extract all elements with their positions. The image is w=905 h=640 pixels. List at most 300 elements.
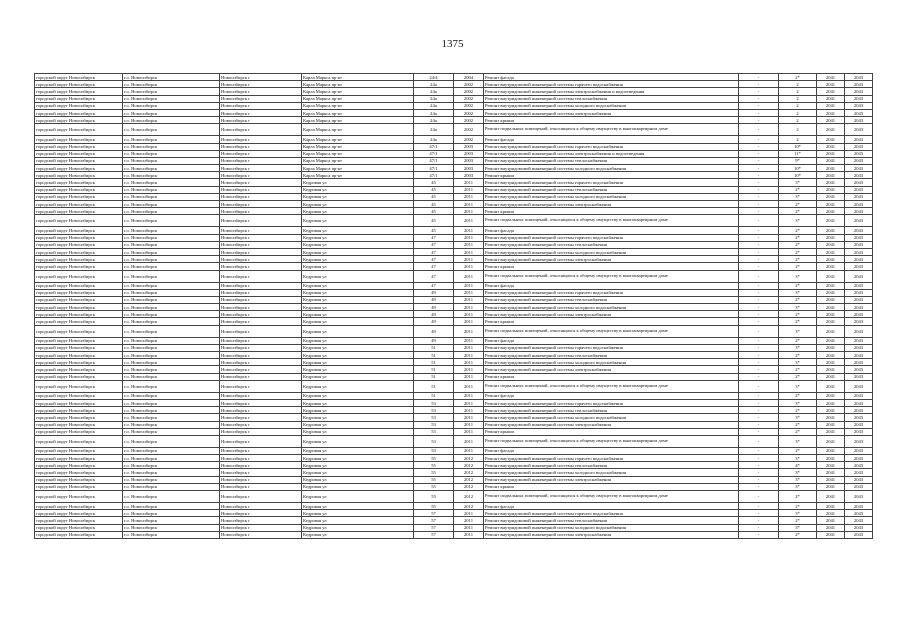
cell-year-built: 2003 <box>454 150 484 157</box>
cell-settlement: г.о. Новосибирск <box>123 366 220 373</box>
cell-year-built: 2002 <box>454 88 484 95</box>
cell-period-start: 2041 <box>817 208 845 215</box>
cell-period-start: 2041 <box>817 282 845 289</box>
cell-period-end: 2043 <box>845 157 873 164</box>
cell-locality: Новосибирск г <box>220 510 302 517</box>
cell-dash: - <box>739 234 779 241</box>
cell-work-type: Ремонт подвальных помещений, относящихся к общему имуществу в многоквартирном доме <box>484 270 739 282</box>
cell-house-number: 49 <box>414 337 454 344</box>
cell-year-built: 2003 <box>454 172 484 179</box>
cell-locality: Новосибирск г <box>220 117 302 124</box>
cell-quantity: 2* <box>779 503 817 510</box>
cell-quantity: 2 <box>779 124 817 136</box>
cell-dash: - <box>739 172 779 179</box>
cell-house-number: 55 <box>414 476 454 483</box>
cell-year-built: 2011 <box>454 325 484 337</box>
cell-work-type: Ремонт внутридомовой инженерной системы электроснабжения <box>484 256 739 263</box>
cell-settlement: г.о. Новосибирск <box>123 179 220 186</box>
cell-locality: Новосибирск г <box>220 109 302 116</box>
cell-period-end: 2043 <box>845 227 873 234</box>
cell-house-number: 53 <box>414 399 454 406</box>
table-body <box>35 74 873 539</box>
cell-period-end: 2043 <box>845 399 873 406</box>
cell-work-type: Ремонт внутридомовой инженерной системы холодного водоснабжения <box>484 165 739 172</box>
cell-period-end: 2043 <box>845 117 873 124</box>
cell-year-built: 2011 <box>454 227 484 234</box>
cell-quantity: 3* <box>779 359 817 366</box>
cell-period-start: 2041 <box>817 392 845 399</box>
cell-district: городской округ Новосибирск <box>35 179 123 186</box>
cell-quantity: 3* <box>779 524 817 531</box>
cell-period-end: 2043 <box>845 95 873 102</box>
cell-house-number: 53 <box>414 435 454 447</box>
cell-quantity: 3* <box>779 215 817 227</box>
cell-house-number: 51 <box>414 359 454 366</box>
cell-locality: Новосибирск г <box>220 407 302 414</box>
cell-house-number: 51 <box>414 352 454 359</box>
cell-district: городской округ Новосибирск <box>35 517 123 524</box>
cell-quantity: 3* <box>779 380 817 392</box>
cell-dash: - <box>739 517 779 524</box>
cell-period-end: 2043 <box>845 524 873 531</box>
cell-street: Кедровая ул <box>302 483 414 490</box>
cell-district: городской округ Новосибирск <box>35 136 123 143</box>
table-row <box>35 241 873 248</box>
table-row <box>35 74 873 81</box>
cell-period-end: 2043 <box>845 124 873 136</box>
cell-street: Кедровая ул <box>302 241 414 248</box>
cell-period-end: 2043 <box>845 392 873 399</box>
cell-dash: - <box>739 399 779 406</box>
cell-quantity: 3* <box>779 399 817 406</box>
cell-period-start: 2041 <box>817 531 845 538</box>
cell-settlement: г.о. Новосибирск <box>123 124 220 136</box>
repair-schedule-table <box>34 73 873 539</box>
cell-year-built: 2011 <box>454 193 484 200</box>
page-number: 1375 <box>441 38 464 50</box>
cell-quantity: 3* <box>779 270 817 282</box>
cell-street: Кедровая ул <box>302 179 414 186</box>
cell-house-number: 24а <box>414 88 454 95</box>
cell-work-type: Ремонт крыши <box>484 428 739 435</box>
cell-district: городской округ Новосибирск <box>35 491 123 503</box>
cell-work-type: Ремонт внутридомовой инженерной системы электроснабжения <box>484 109 739 116</box>
cell-work-type: Ремонт внутридомовой инженерной системы холодного водоснабжения <box>484 248 739 255</box>
cell-locality: Новосибирск г <box>220 392 302 399</box>
cell-dash: - <box>739 380 779 392</box>
cell-work-type: Ремонт внутридомовой инженерной системы горячего водоснабжения <box>484 143 739 150</box>
table-row <box>35 373 873 380</box>
cell-period-end: 2043 <box>845 447 873 454</box>
cell-street: Кедровая ул <box>302 510 414 517</box>
cell-district: городской округ Новосибирск <box>35 172 123 179</box>
cell-year-built: 2011 <box>454 407 484 414</box>
cell-dash: - <box>739 117 779 124</box>
cell-street: Кедровая ул <box>302 476 414 483</box>
cell-street: Кедровая ул <box>302 421 414 428</box>
table-row <box>35 447 873 454</box>
cell-settlement: г.о. Новосибирск <box>123 289 220 296</box>
cell-work-type: Ремонт внутридомовой инженерной системы горячего водоснабжения <box>484 344 739 351</box>
cell-year-built: 2011 <box>454 399 484 406</box>
table-row <box>35 392 873 399</box>
cell-district: городской округ Новосибирск <box>35 157 123 164</box>
cell-house-number: 49 <box>414 325 454 337</box>
cell-dash: - <box>739 373 779 380</box>
cell-district: городской округ Новосибирск <box>35 109 123 116</box>
cell-street: Кедровая ул <box>302 215 414 227</box>
table-row <box>35 117 873 124</box>
cell-house-number: 24а <box>414 95 454 102</box>
cell-house-number: 49 <box>414 318 454 325</box>
cell-period-start: 2041 <box>817 399 845 406</box>
cell-locality: Новосибирск г <box>220 366 302 373</box>
cell-street: Кедровая ул <box>302 399 414 406</box>
cell-work-type: Ремонт внутридомовой инженерной системы теплоснабжения <box>484 407 739 414</box>
table-row <box>35 491 873 503</box>
cell-year-built: 2011 <box>454 366 484 373</box>
cell-street: Карла Маркса пр-кт <box>302 117 414 124</box>
cell-locality: Новосибирск г <box>220 289 302 296</box>
cell-house-number: 24а <box>414 102 454 109</box>
cell-period-start: 2041 <box>817 179 845 186</box>
cell-locality: Новосибирск г <box>220 179 302 186</box>
cell-period-end: 2043 <box>845 359 873 366</box>
cell-house-number: 47/1 <box>414 165 454 172</box>
cell-district: городской округ Новосибирск <box>35 483 123 490</box>
cell-house-number: 24а <box>414 109 454 116</box>
cell-house-number: 47 <box>414 256 454 263</box>
cell-street: Кедровая ул <box>302 455 414 462</box>
cell-settlement: г.о. Новосибирск <box>123 469 220 476</box>
cell-district: городской округ Новосибирск <box>35 469 123 476</box>
cell-work-type: Ремонт внутридомовой инженерной системы горячего водоснабжения <box>484 179 739 186</box>
cell-period-end: 2043 <box>845 366 873 373</box>
cell-settlement: г.о. Новосибирск <box>123 483 220 490</box>
cell-period-start: 2041 <box>817 241 845 248</box>
cell-locality: Новосибирск г <box>220 208 302 215</box>
cell-locality: Новосибирск г <box>220 325 302 337</box>
cell-settlement: г.о. Новосибирск <box>123 352 220 359</box>
cell-street: Кедровая ул <box>302 359 414 366</box>
cell-district: городской округ Новосибирск <box>35 270 123 282</box>
cell-period-start: 2041 <box>817 95 845 102</box>
cell-work-type: Ремонт фасада <box>484 282 739 289</box>
cell-settlement: г.о. Новосибирск <box>123 263 220 270</box>
cell-locality: Новосибирск г <box>220 227 302 234</box>
cell-quantity: 2* <box>779 517 817 524</box>
cell-house-number: 55 <box>414 455 454 462</box>
cell-locality: Новосибирск г <box>220 462 302 469</box>
table-row <box>35 81 873 88</box>
cell-house-number: 51 <box>414 392 454 399</box>
cell-house-number: 45 <box>414 193 454 200</box>
cell-quantity: 2 <box>779 95 817 102</box>
cell-locality: Новосибирск г <box>220 172 302 179</box>
cell-period-start: 2041 <box>817 88 845 95</box>
cell-district: городской округ Новосибирск <box>35 447 123 454</box>
cell-period-end: 2043 <box>845 248 873 255</box>
cell-district: городской округ Новосибирск <box>35 392 123 399</box>
cell-work-type: Ремонт внутридомовой инженерной системы холодного водоснабжения <box>484 414 739 421</box>
cell-house-number: 47/1 <box>414 172 454 179</box>
cell-quantity: 3* <box>779 414 817 421</box>
table-row <box>35 352 873 359</box>
cell-period-end: 2043 <box>845 193 873 200</box>
cell-quantity: 2 <box>779 109 817 116</box>
cell-district: городской округ Новосибирск <box>35 165 123 172</box>
cell-district: городской округ Новосибирск <box>35 503 123 510</box>
cell-dash: - <box>739 318 779 325</box>
cell-period-end: 2043 <box>845 344 873 351</box>
cell-locality: Новосибирск г <box>220 344 302 351</box>
table-row <box>35 193 873 200</box>
cell-period-end: 2043 <box>845 74 873 81</box>
cell-district: городской округ Новосибирск <box>35 366 123 373</box>
cell-period-start: 2041 <box>817 263 845 270</box>
cell-quantity: 3* <box>779 193 817 200</box>
cell-district: городской округ Новосибирск <box>35 256 123 263</box>
cell-district: городской округ Новосибирск <box>35 95 123 102</box>
cell-dash: - <box>739 289 779 296</box>
cell-period-end: 2043 <box>845 304 873 311</box>
cell-period-start: 2041 <box>817 74 845 81</box>
cell-quantity: 2* <box>779 491 817 503</box>
cell-house-number: 49 <box>414 311 454 318</box>
cell-locality: Новосибирск г <box>220 455 302 462</box>
cell-quantity: 2* <box>779 392 817 399</box>
cell-settlement: г.о. Новосибирск <box>123 282 220 289</box>
cell-house-number: 51 <box>414 344 454 351</box>
cell-dash: - <box>739 503 779 510</box>
cell-house-number: 47 <box>414 234 454 241</box>
cell-locality: Новосибирск г <box>220 359 302 366</box>
cell-year-built: 2012 <box>454 483 484 490</box>
table-row <box>35 143 873 150</box>
cell-locality: Новосибирск г <box>220 524 302 531</box>
cell-house-number: 57 <box>414 524 454 531</box>
table-row <box>35 165 873 172</box>
cell-period-end: 2043 <box>845 483 873 490</box>
cell-work-type: Ремонт крыши <box>484 263 739 270</box>
cell-period-end: 2043 <box>845 165 873 172</box>
cell-district: городской округ Новосибирск <box>35 311 123 318</box>
cell-settlement: г.о. Новосибирск <box>123 208 220 215</box>
cell-locality: Новосибирск г <box>220 318 302 325</box>
cell-period-end: 2043 <box>845 318 873 325</box>
cell-year-built: 2011 <box>454 248 484 255</box>
cell-year-built: 2002 <box>454 95 484 102</box>
cell-year-built: 2002 <box>454 109 484 116</box>
cell-work-type: Ремонт крыши <box>484 373 739 380</box>
cell-period-start: 2041 <box>817 447 845 454</box>
cell-locality: Новосибирск г <box>220 503 302 510</box>
table-row <box>35 366 873 373</box>
cell-period-end: 2043 <box>845 325 873 337</box>
cell-work-type: Ремонт внутридомовой инженерной системы электроснабжения и водоотведения <box>484 150 739 157</box>
cell-period-start: 2041 <box>817 476 845 483</box>
cell-settlement: г.о. Новосибирск <box>123 373 220 380</box>
cell-district: городской округ Новосибирск <box>35 296 123 303</box>
cell-period-start: 2041 <box>817 117 845 124</box>
cell-dash: - <box>739 392 779 399</box>
cell-work-type: Ремонт внутридомовой инженерной системы холодного водоснабжения <box>484 359 739 366</box>
cell-locality: Новосибирск г <box>220 88 302 95</box>
cell-quantity: 2* <box>779 234 817 241</box>
cell-settlement: г.о. Новосибирск <box>123 81 220 88</box>
cell-quantity: 3* <box>779 476 817 483</box>
cell-quantity: 10* <box>779 165 817 172</box>
cell-locality: Новосибирск г <box>220 201 302 208</box>
cell-dash: - <box>739 414 779 421</box>
cell-period-start: 2041 <box>817 248 845 255</box>
cell-street: Кедровая ул <box>302 407 414 414</box>
cell-work-type: Ремонт подвальных помещений, относящихся к общему имуществу в многоквартирном доме <box>484 435 739 447</box>
cell-dash: - <box>739 296 779 303</box>
table-row <box>35 517 873 524</box>
cell-period-end: 2043 <box>845 517 873 524</box>
cell-period-start: 2041 <box>817 227 845 234</box>
table-row <box>35 318 873 325</box>
cell-district: городской округ Новосибирск <box>35 186 123 193</box>
cell-street: Карла Маркса пр-кт <box>302 102 414 109</box>
cell-locality: Новосибирск г <box>220 157 302 164</box>
cell-work-type: Ремонт внутридомовой инженерной системы электроснабжения <box>484 421 739 428</box>
cell-work-type: Ремонт подвальных помещений, относящихся к общему имуществу в многоквартирном доме <box>484 325 739 337</box>
table-row <box>35 380 873 392</box>
cell-settlement: г.о. Новосибирск <box>123 428 220 435</box>
cell-year-built: 2002 <box>454 136 484 143</box>
table-row <box>35 270 873 282</box>
cell-district: городской округ Новосибирск <box>35 359 123 366</box>
cell-house-number: 45 <box>414 208 454 215</box>
cell-locality: Новосибирск г <box>220 531 302 538</box>
cell-work-type: Ремонт фасада <box>484 392 739 399</box>
cell-period-start: 2041 <box>817 136 845 143</box>
cell-house-number: 55 <box>414 483 454 490</box>
cell-year-built: 2011 <box>454 208 484 215</box>
cell-locality: Новосибирск г <box>220 136 302 143</box>
cell-district: городской округ Новосибирск <box>35 344 123 351</box>
cell-settlement: г.о. Новосибирск <box>123 304 220 311</box>
cell-period-start: 2041 <box>817 373 845 380</box>
cell-settlement: г.о. Новосибирск <box>123 102 220 109</box>
cell-year-built: 2003 <box>454 165 484 172</box>
cell-settlement: г.о. Новосибирск <box>123 256 220 263</box>
cell-dash: - <box>739 227 779 234</box>
cell-house-number: 49 <box>414 289 454 296</box>
cell-house-number: 53 <box>414 407 454 414</box>
cell-district: городской округ Новосибирск <box>35 241 123 248</box>
cell-street: Карла Маркса пр-кт <box>302 172 414 179</box>
cell-dash: - <box>739 428 779 435</box>
table-row <box>35 234 873 241</box>
table-row <box>35 531 873 538</box>
cell-house-number: 45 <box>414 227 454 234</box>
cell-district: городской округ Новосибирск <box>35 337 123 344</box>
cell-quantity: 3* <box>779 289 817 296</box>
cell-dash: - <box>739 270 779 282</box>
table-row <box>35 455 873 462</box>
cell-year-built: 2003 <box>454 157 484 164</box>
cell-period-start: 2041 <box>817 143 845 150</box>
cell-house-number: 47 <box>414 241 454 248</box>
cell-settlement: г.о. Новосибирск <box>123 455 220 462</box>
cell-district: городской округ Новосибирск <box>35 227 123 234</box>
cell-work-type: Ремонт подвальных помещений, относящихся к общему имуществу в многоквартирном доме <box>484 215 739 227</box>
cell-settlement: г.о. Новосибирск <box>123 95 220 102</box>
cell-locality: Новосибирск г <box>220 491 302 503</box>
cell-period-start: 2041 <box>817 337 845 344</box>
cell-year-built: 2012 <box>454 491 484 503</box>
cell-quantity: 2* <box>779 531 817 538</box>
cell-district: городской округ Новосибирск <box>35 74 123 81</box>
cell-street: Кедровая ул <box>302 208 414 215</box>
cell-quantity: 2* <box>779 421 817 428</box>
cell-quantity: 3* <box>779 483 817 490</box>
cell-house-number: 47 <box>414 248 454 255</box>
cell-locality: Новосибирск г <box>220 248 302 255</box>
cell-period-end: 2043 <box>845 414 873 421</box>
table-row <box>35 256 873 263</box>
cell-quantity: 2* <box>779 201 817 208</box>
cell-settlement: г.о. Новосибирск <box>123 215 220 227</box>
cell-street: Кедровая ул <box>302 263 414 270</box>
cell-street: Кедровая ул <box>302 517 414 524</box>
cell-dash: - <box>739 455 779 462</box>
table-row <box>35 311 873 318</box>
cell-settlement: г.о. Новосибирск <box>123 227 220 234</box>
cell-street: Кедровая ул <box>302 234 414 241</box>
cell-period-end: 2043 <box>845 136 873 143</box>
cell-district: городской округ Новосибирск <box>35 124 123 136</box>
cell-work-type: Ремонт внутридомовой инженерной системы холодного водоснабжения <box>484 193 739 200</box>
cell-work-type: Ремонт крыши <box>484 117 739 124</box>
cell-quantity: 2* <box>779 256 817 263</box>
cell-dash: - <box>739 109 779 116</box>
cell-year-built: 2011 <box>454 186 484 193</box>
cell-work-type: Ремонт внутридомовой инженерной системы теплоснабжения <box>484 462 739 469</box>
cell-work-type: Ремонт крыши <box>484 172 739 179</box>
cell-period-start: 2041 <box>817 270 845 282</box>
cell-work-type: Ремонт внутридомовой инженерной системы холодного водоснабжения <box>484 304 739 311</box>
cell-street: Кедровая ул <box>302 352 414 359</box>
cell-period-start: 2041 <box>817 428 845 435</box>
cell-period-end: 2043 <box>845 510 873 517</box>
cell-work-type: Ремонт внутридомовой инженерной системы электроснабжения <box>484 311 739 318</box>
cell-house-number: 51 <box>414 380 454 392</box>
cell-year-built: 2011 <box>454 270 484 282</box>
cell-period-start: 2041 <box>817 289 845 296</box>
cell-dash: - <box>739 311 779 318</box>
cell-district: городской округ Новосибирск <box>35 318 123 325</box>
cell-work-type: Ремонт крыши <box>484 483 739 490</box>
cell-house-number: 45 <box>414 179 454 186</box>
cell-quantity: 2 <box>779 136 817 143</box>
cell-quantity: 3* <box>779 179 817 186</box>
cell-locality: Новосибирск г <box>220 380 302 392</box>
table-row <box>35 179 873 186</box>
cell-quantity: 4* <box>779 462 817 469</box>
cell-settlement: г.о. Новосибирск <box>123 143 220 150</box>
cell-period-start: 2041 <box>817 318 845 325</box>
table-row <box>35 186 873 193</box>
cell-work-type: Ремонт фасада <box>484 227 739 234</box>
cell-house-number: 55 <box>414 469 454 476</box>
cell-year-built: 2002 <box>454 117 484 124</box>
table-row <box>35 157 873 164</box>
cell-street: Кедровая ул <box>302 282 414 289</box>
